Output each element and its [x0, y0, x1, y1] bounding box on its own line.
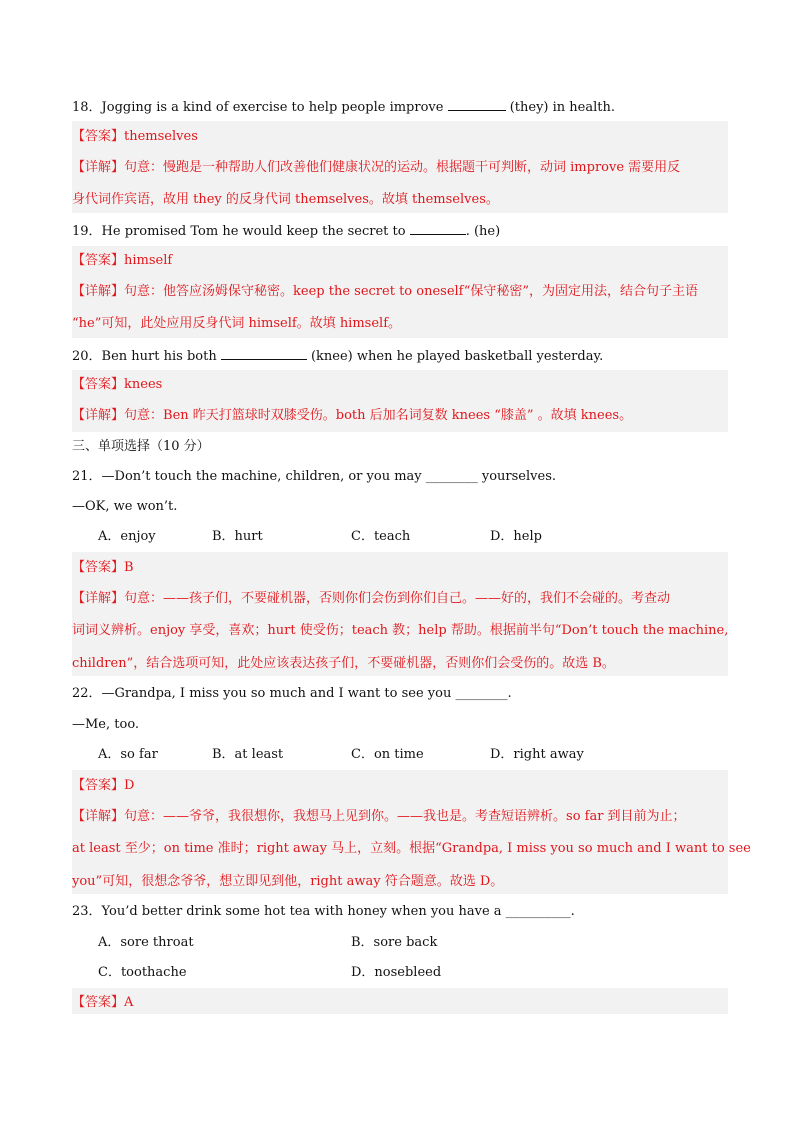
detail-19-line1 — [72, 284, 728, 300]
answer-value: themselves — [124, 129, 198, 144]
question-text-pre: He promised Tom he would keep the secret to — [101, 224, 410, 239]
option-b: B．sore back — [351, 935, 438, 950]
question-text-post: . (he) — [465, 224, 501, 239]
answer-tag: 【答案】 — [72, 129, 125, 144]
detail-text: 句意：——孩子们，不要碰机器，否则你们会伤到你们自己。——好的，我们不会碰的。考查动 — [124, 591, 671, 606]
detail-text: 句意：——爷爷，我很想你，我想马上见到你。——我也是。考查短语辨析。so far 到目前为止； — [124, 809, 686, 824]
question-text-pre: Jogging is a kind of exercise to help people improve — [101, 100, 448, 115]
detail-22-line1 — [72, 809, 728, 825]
question-19 — [72, 222, 728, 240]
option-b: B．at least — [212, 747, 284, 762]
question-number: 21． — [72, 469, 102, 484]
question-number: 19． — [72, 224, 102, 239]
detail-text: 句意：他答应汤姆保守秘密。keep the secret to oneself“保守秘密”，为固定用法，结合句子主语 — [124, 284, 699, 299]
question-22 — [72, 686, 728, 702]
answer-21 — [72, 560, 728, 576]
option-d: D．nosebleed — [351, 965, 442, 980]
question-21-reply: —OK, we won’t. — [72, 499, 178, 514]
detail-22-line3: you”可知，很想念爷爷，想立即见到他，right away 符合题意。故选 D。 — [72, 874, 504, 889]
answer-value: A — [124, 995, 134, 1010]
answer-blank — [221, 347, 307, 360]
detail-20-line1 — [72, 408, 728, 424]
question-text: —Don’t touch the machine, children, or you may ________ yourselves. — [101, 469, 557, 484]
question-text-post: (knee) when he played basketball yesterday. — [306, 349, 604, 364]
answer-blank — [410, 222, 466, 235]
option-c: C．toothache — [98, 965, 187, 980]
question-20 — [72, 347, 728, 365]
question-text-post: (they) in health. — [505, 100, 616, 115]
answer-tag: 【答案】 — [72, 377, 125, 392]
answer-blank — [448, 98, 506, 111]
option-d: D．help — [490, 529, 542, 544]
answer-tag: 【答案】 — [72, 253, 125, 268]
answer-value: D — [124, 778, 135, 793]
answer-value: himself — [124, 253, 173, 268]
question-text: You’d better drink some hot tea with honey when you have a __________. — [101, 904, 575, 919]
option-a: A．enjoy — [98, 529, 156, 544]
section-heading: 三、单项选择（10 分） — [72, 439, 210, 454]
question-text: —Grandpa, I miss you so much and I want to see you ________. — [101, 686, 512, 701]
answer-22 — [72, 778, 728, 794]
question-18 — [72, 98, 728, 116]
detail-19-line2: “he”可知，此处应用反身代词 himself。故填 himself。 — [72, 316, 402, 331]
option-c: C．teach — [351, 529, 411, 544]
option-c: C．on time — [351, 747, 424, 762]
answer-18 — [72, 129, 728, 145]
question-number: 23． — [72, 904, 102, 919]
question-22-reply: —Me, too. — [72, 717, 140, 732]
detail-tag: 【详解】 — [72, 284, 125, 299]
answer-tag: 【答案】 — [72, 778, 125, 793]
question-number: 22． — [72, 686, 102, 701]
answer-value: B — [124, 560, 134, 575]
question-number: 18． — [72, 100, 102, 115]
detail-18-line1 — [72, 160, 728, 176]
answer-value: knees — [124, 377, 163, 392]
question-text-pre: Ben hurt his both — [101, 349, 221, 364]
answer-tag: 【答案】 — [72, 560, 125, 575]
question-21 — [72, 469, 728, 485]
answer-19 — [72, 253, 728, 269]
detail-text: 句意：Ben 昨天打篮球时双膝受伤。both 后加名词复数 knees “膝盖” 。故填 knees。 — [124, 408, 633, 423]
answer-23 — [72, 995, 728, 1011]
detail-tag: 【详解】 — [72, 809, 125, 824]
detail-18-line2: 身代词作宾语，故用 they 的反身代词 themselves。故填 themselves。 — [72, 192, 499, 207]
detail-text: 句意：慢跑是一种帮助人们改善他们健康状况的运动。根据题干可判断，动词 improve 需要用反 — [124, 160, 681, 175]
answer-20 — [72, 377, 728, 393]
detail-21-line1 — [72, 591, 728, 607]
option-a: A．sore throat — [98, 935, 194, 950]
detail-tag: 【详解】 — [72, 160, 125, 175]
detail-21-line3: children”，结合选项可知，此处应该表达孩子们，不要碰机器，否则你们会受伤的。故选 B。 — [72, 656, 615, 671]
answer-tag: 【答案】 — [72, 995, 125, 1010]
detail-21-line2: 词词义辨析。enjoy 享受，喜欢；hurt 使受伤；teach 教；help 帮助。根据前半句“Don’t touch the machine, — [72, 623, 729, 638]
option-b: B．hurt — [212, 529, 263, 544]
detail-22-line2: at least 至少；on time 准时；right away 马上，立刻。根据“Grandpa, I miss you so much and I want to see — [72, 841, 751, 856]
question-23 — [72, 904, 728, 920]
question-number: 20． — [72, 349, 102, 364]
option-d: D．right away — [490, 747, 584, 762]
detail-tag: 【详解】 — [72, 591, 125, 606]
option-a: A．so far — [98, 747, 158, 762]
detail-tag: 【详解】 — [72, 408, 125, 423]
